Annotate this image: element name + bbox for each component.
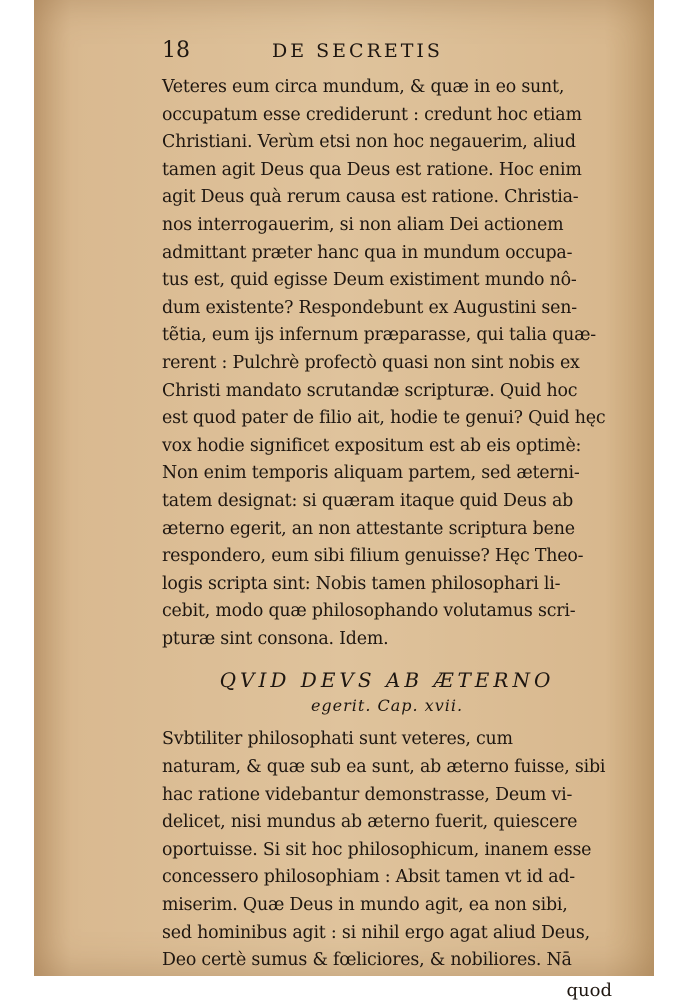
text-line: nos interrogauerim, si non aliam Dei actionem xyxy=(162,214,564,235)
book-page xyxy=(162,38,612,1004)
text-line: Christi mandato scrutandæ scripturæ. Quid hoc xyxy=(162,380,578,401)
text-line: delicet, nisi mundus ab æterno fuerit, quiescere xyxy=(162,812,578,833)
chapter-subtitle: egerit. Cap. xvii. xyxy=(310,696,464,716)
text-line: oportuisse. Si sit hoc philosophicum, inanem esse xyxy=(162,839,592,860)
text-line: vox hodie significet expositum est ab eis optimè: xyxy=(162,435,582,456)
chapter-title: QVID DEVS AB ÆTERNO xyxy=(219,668,555,693)
text-line: miserim. Quæ Deus in mundo agit, ea non sibi, xyxy=(162,895,568,916)
text-line: pturæ sint consona. Idem. xyxy=(162,628,389,649)
text-line: rerent : Pulchrè profectò quasi non sint nobis ex xyxy=(162,352,580,373)
chapter-heading xyxy=(162,667,612,718)
text-line: dum existente? Respondebunt ex Augustini sen- xyxy=(162,297,577,318)
text-line: tatem designat: si quæram itaque quid Deus ab xyxy=(162,490,574,511)
text-line: sed hominibus agit : si nihil ergo agat aliud Deus, xyxy=(162,922,590,943)
text-line: tus est, quid egisse Deum existiment mundo nô- xyxy=(162,270,577,291)
running-title: DE SECRETIS xyxy=(272,40,443,62)
text-line: Deo certè sumus & fœliciores, & nobiliores. Nā xyxy=(162,950,572,971)
text-line: agit Deus quà rerum causa est ratione. Christia- xyxy=(162,187,579,208)
text-line: tamen agit Deus qua Deus est ratione. Hoc enim xyxy=(162,159,582,180)
text-line: respondero, eum sibi filium genuisse? Hęc Theo- xyxy=(162,546,584,567)
text-line: cebit, modo quæ philosophando volutamus scri- xyxy=(162,601,576,622)
text-line: naturam, & quæ sub ea sunt, ab æterno fuisse, sibi xyxy=(162,757,606,778)
text-line: Svbtiliter philosophati sunt veteres, cum xyxy=(162,729,513,750)
text-line: est quod pater de filio ait, hodie te genui? Quid hęc xyxy=(162,408,606,429)
paragraph-1 xyxy=(162,74,612,653)
running-head xyxy=(162,38,612,74)
catchword: quod xyxy=(566,979,612,1001)
text-line: æterno egerit, an non attestante scriptura bene xyxy=(162,518,575,539)
text-line: tẽtia, eum ijs infernum præparasse, qui talia quæ- xyxy=(162,325,596,346)
text-line: Veteres eum circa mundum, & quæ in eo sunt, xyxy=(162,77,565,97)
text-line: occupatum esse crediderunt : credunt hoc etiam xyxy=(162,104,582,125)
page-number: 18 xyxy=(162,38,190,63)
text-line: concessero philosophiam : Absit tamen vt id ad- xyxy=(162,867,575,888)
text-line: admittant præter hanc qua in mundum occupa- xyxy=(162,242,573,263)
text-line: logis scripta sint: Nobis tamen philosophari li- xyxy=(162,573,561,594)
text-line: Non enim temporis aliquam partem, sed æterni- xyxy=(162,463,580,484)
paragraph-2 xyxy=(162,726,612,974)
text-line: Christiani. Verùm etsi non hoc negauerim, aliud xyxy=(162,132,576,153)
text-line: hac ratione videbantur demonstrasse, Deum vi- xyxy=(162,784,573,805)
